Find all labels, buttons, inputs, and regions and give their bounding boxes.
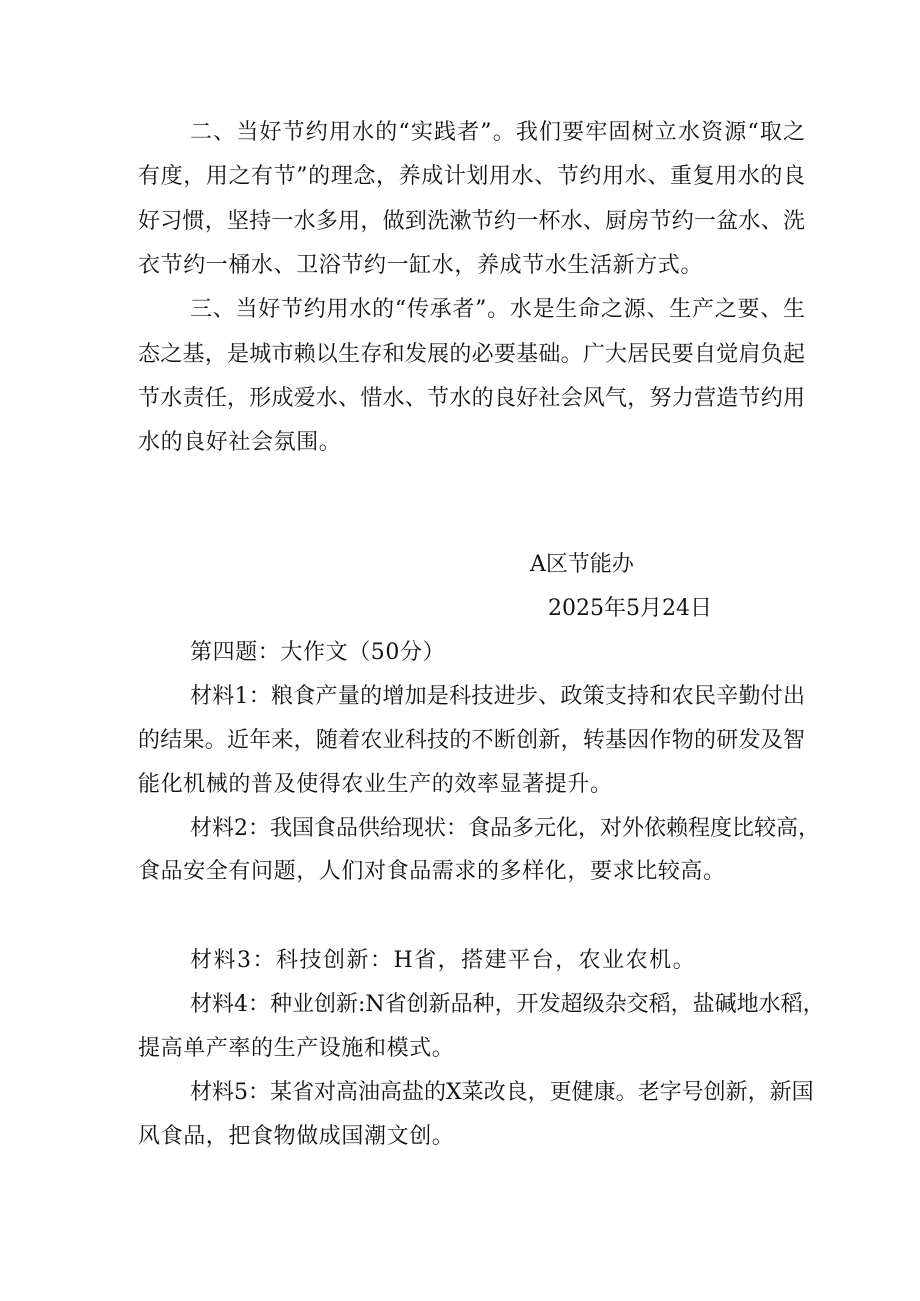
text-line: 有度，用之有节”的理念，养成计划用水、节约用水、重复用水的良: [138, 164, 805, 189]
text-line: 节水责任，形成爱水、惜水、节水的良好社会风气，努力营造节约用: [138, 386, 805, 411]
text-line: 风食品，把食物做成国潮文创。: [138, 1124, 455, 1149]
text-line: 能化机械的普及使得农业生产的效率显著提升。: [138, 772, 613, 797]
text-line: 三、当好节约用水的“传承者”。水是生命之源、生产之要、生: [190, 297, 805, 322]
signature-org: A区节能办: [530, 552, 634, 577]
text-line: 食品安全有问题，人们对食品需求的多样化，要求比较高。: [138, 859, 726, 884]
text-line: 态之基，是城市赖以生存和发展的必要基础。广大居民要自觉肩负起: [138, 342, 805, 367]
signature-date: 2025年5月24日: [548, 596, 712, 621]
text-line: 材料2：我国食品供给现状：食品多元化，对外依赖程度比较高，: [190, 816, 820, 841]
text-line: 材料1：粮食产量的增加是科技进步、政策支持和农民辛勤付出: [190, 684, 805, 709]
text-line: 提高单产率的生产设施和模式。: [138, 1036, 455, 1061]
text-line: 材料5：某省对高油高盐的X菜改良，更健康。老字号创新，新国: [190, 1080, 814, 1105]
text-line: 衣节约一桶水、卫浴节约一缸水，养成节水生活新方式。: [138, 253, 704, 278]
text-line: 的结果。近年来，随着农业科技的不断创新，转基因作物的研发及智: [138, 728, 805, 753]
question-title: 第四题：大作文（50分）: [190, 640, 446, 665]
text-line: 好习惯，坚持一水多用，做到洗漱节约一杯水、厨房节约一盆水、洗: [138, 209, 805, 234]
text-line: 材料4：种业创新:N省创新品种，开发超级杂交稻，盐碱地水稻，: [190, 992, 825, 1017]
text-line: 二、当好节约用水的“实践者”。我们要牢固树立水资源“取之: [190, 120, 805, 145]
text-line: 水的良好社会氛围。: [138, 430, 342, 455]
text-line: 材料3：科技创新：H省，搭建平台，农业农机。: [190, 948, 697, 973]
